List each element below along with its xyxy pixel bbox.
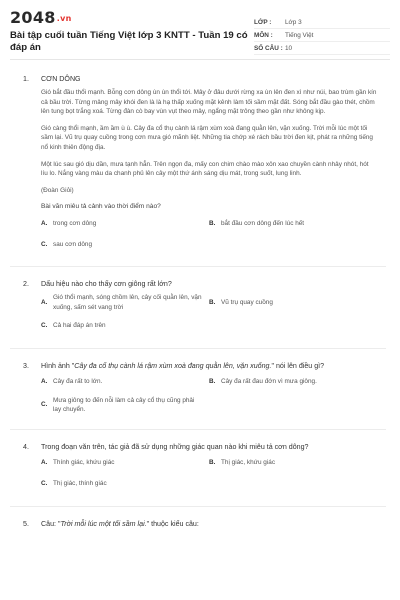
question-text: Câu: "Trời mỗi lúc một tối sầm lại." thuộc kiểu câu: — [41, 519, 199, 528]
question-text: Hình ảnh "Cây đa cổ thụ cành lá rậm xùm xoà đang quằn lên, vặn xuống." nói lên điều gì? — [41, 361, 325, 370]
passage-paragraph: Gió càng thổi mạnh, ầm ầm ù ù. Cây đa cổ thụ cành lá rậm xùm xoà đang quằn lên, vặn xuống. Trời mỗi lúc một tối sầm lại. Vũ trụ quay cuồng trong cơn mưa gió mãnh liệt. Những tia chớp xé rách bầu trời đen kịt, phát ra những tiếng nổ kinh thiên động địa. — [41, 124, 373, 151]
header — [10, 8, 390, 60]
passage-paragraph: Một lúc sau gió dịu dần, mưa tạnh hẳn. Trên ngọn đa, mấy con chim chào mào xôn xao chuyền cành nhảy nhót, hót líu lo. Nắng vàng màu da chanh phủ lên cây một thứ ánh sáng dịu mát, trong suốt, lung linh. — [41, 160, 369, 178]
question-number: 4. — [23, 442, 29, 451]
divider — [10, 266, 386, 267]
meta-label: LỚP : — [254, 18, 272, 26]
options — [41, 375, 377, 421]
question-body — [23, 375, 377, 421]
meta-row-count — [254, 42, 390, 55]
question-header — [23, 279, 377, 289]
option-c[interactable]: C. Cả hai đáp án trên — [41, 322, 106, 330]
passage-author: (Đoàn Giỏi) — [41, 186, 74, 194]
option-a[interactable]: A. Cây đa rất to lớn. — [41, 378, 103, 386]
question-number: 1. — [23, 75, 29, 83]
option-b[interactable]: B. Thị giác, khứu giác — [209, 459, 276, 467]
question-3 — [23, 361, 377, 430]
meta-row-subject — [254, 29, 390, 42]
question-header — [23, 74, 377, 84]
page-title: Bài tập cuối tuần Tiếng Việt lớp 3 KNTT - Tuần 19 có đáp án — [10, 30, 248, 53]
option-a[interactable]: A. trong cơn dông — [41, 220, 97, 228]
question-number: 2. — [23, 280, 29, 289]
question-header — [23, 361, 377, 371]
passage-title: CƠN DÔNG — [41, 75, 81, 83]
divider — [10, 348, 386, 349]
divider — [10, 506, 386, 507]
question-body — [23, 293, 377, 339]
question-list — [10, 74, 390, 529]
meta-value: Tiếng Việt — [285, 31, 314, 39]
question-4 — [23, 442, 377, 507]
question-text: Dấu hiệu nào cho thấy cơn giông rất lớn? — [41, 280, 172, 289]
option-c[interactable]: C. sau cơn dông — [41, 241, 93, 249]
option-c[interactable]: C. Thị giác, thính giác — [41, 480, 107, 488]
meta-table — [254, 16, 390, 55]
question-body — [23, 456, 377, 498]
option-a[interactable]: A. Thính giác, khứu giác — [41, 459, 115, 467]
question-number: 5. — [23, 519, 29, 528]
quoted-sentence: Trời mỗi lúc một tối sầm lại. — [60, 519, 147, 528]
question-prompt: Bài văn miêu tả cảnh vào thời điểm nào? — [41, 203, 161, 211]
divider — [10, 429, 386, 430]
meta-value: Lớp 3 — [285, 18, 302, 26]
option-b[interactable]: B. bắt đầu cơn dông đến lúc hết — [209, 220, 305, 228]
question-2 — [23, 279, 377, 348]
meta-label: MÔN : — [254, 31, 273, 39]
quoted-sentence: Cây đa cổ thụ cành lá rậm xùm xoà đang quằn lên, vặn xuống. — [74, 361, 272, 370]
options — [41, 216, 377, 258]
option-c[interactable]: C. Mưa giông to đến nỗi làm cả cây cổ thụ cũng phải lay chuyển. — [41, 396, 195, 414]
site-logo[interactable]: 2048.vn — [10, 8, 72, 27]
meta-row-class — [254, 16, 390, 29]
option-a[interactable]: A. Gió thổi mạnh, sóng chồm lên, cây cối quằn lên, vặn xuống, sấm sét vang trời — [41, 294, 202, 311]
question-5 — [23, 519, 377, 529]
question-1 — [23, 74, 377, 267]
question-text: Trong đoạn văn trên, tác giả đã sử dụng những giác quan nào khi miêu tả cơn dông? — [41, 442, 309, 451]
question-header — [23, 442, 377, 452]
question-number: 3. — [23, 361, 29, 370]
options — [41, 293, 377, 339]
brand-block — [10, 8, 250, 55]
option-b[interactable]: B. Vũ trụ quay cuồng — [209, 299, 273, 307]
passage — [23, 88, 377, 258]
option-b[interactable]: B. Cây đa rất đau đớn vì mưa giông. — [209, 378, 317, 386]
options — [41, 456, 377, 498]
question-header — [23, 519, 377, 529]
passage-paragraph: Gió bắt đầu thổi mạnh. Bỗng cơn dông ùn ùn thổi tới. Mây ở đâu dưới rừng xa ùn lên đen xì như núi, bao trùm gần kín cả bầu trời. Từng mảng mây khói đen là là hạ thấp xuống mặt kênh làm tối sầm mặt đất. Sóng bắt đầu gào thét, chồm lên tung bọt trắng xoá. Từng đàn cò bay vùn vụt theo mây, ngẩng mặt trông theo gần như không kịp. — [41, 89, 377, 116]
meta-value: 10 — [285, 44, 293, 52]
meta-label: SỐ CÂU : — [254, 44, 283, 52]
